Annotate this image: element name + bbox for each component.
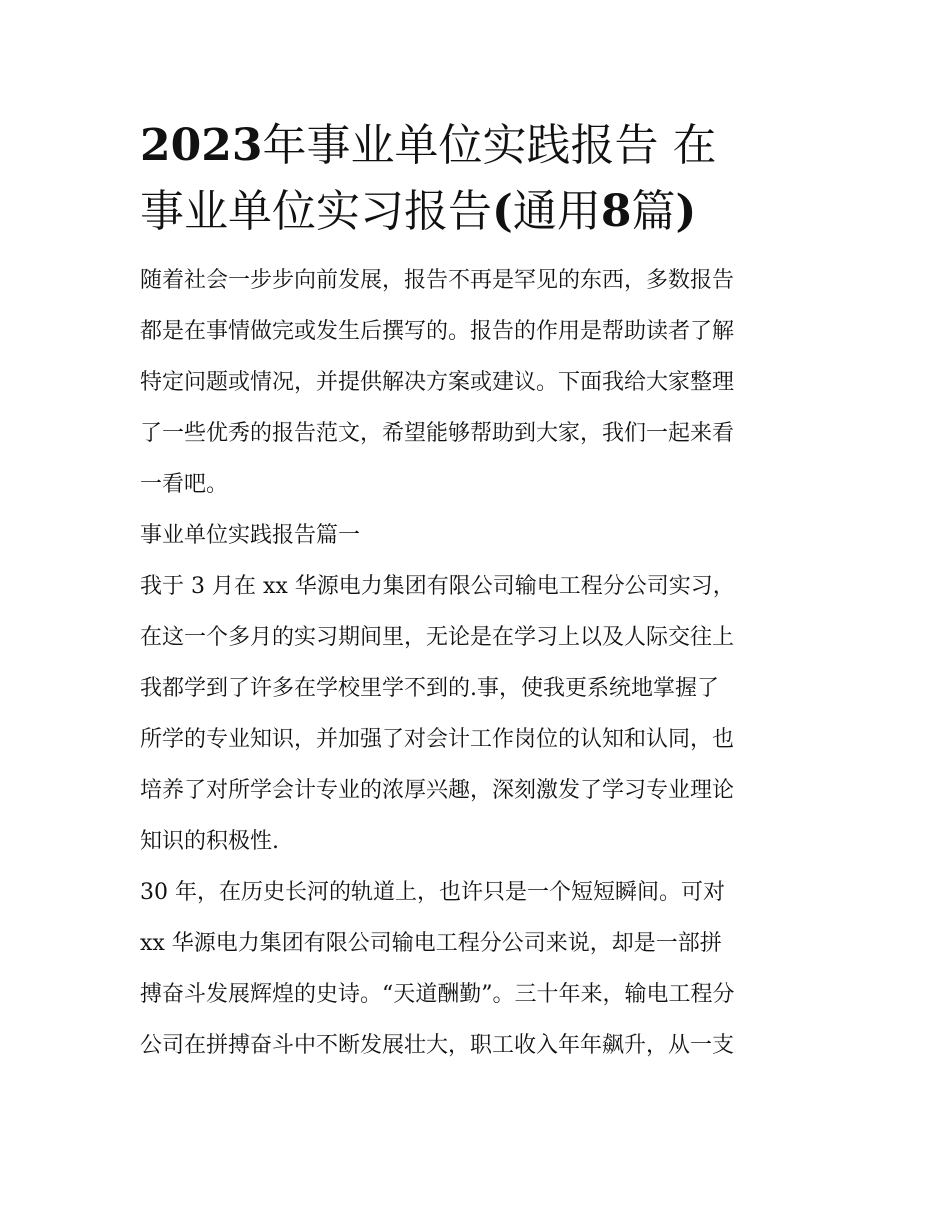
- intro-line: 都是在事情做完或发生后撰写的。报告的作用是帮助读者了解: [140, 319, 735, 344]
- title-line-1: [140, 113, 812, 179]
- paragraph-2-line: 30 年，在历史长河的轨道上，也许只是一个短短瞬间。可对: [140, 880, 725, 905]
- paragraph-2-line: 搏奋斗发展辉煌的史诗。“天道酬勤”。三十年来，输电工程分: [140, 982, 735, 1007]
- section-heading-text: 事业单位实践报告篇一: [140, 523, 361, 548]
- intro-line: 随着社会一步步向前发展，报告不再是罕见的东西，多数报告: [140, 268, 735, 293]
- intro-line: 一看吧。: [140, 472, 229, 497]
- title-line-2: [140, 179, 812, 245]
- paragraph-1-line: 我都学到了许多在学校里学不到的.事，使我更系统地掌握了: [140, 676, 719, 701]
- paragraph-2: [140, 867, 812, 1071]
- title-line-2-text-b: 通用: [512, 186, 601, 237]
- document-text: [140, 255, 812, 1071]
- title-line-2-text-a: 事业单位实习报告: [140, 186, 492, 237]
- intro-line: 特定问题或情况，并提供解决方案或建议。下面我给大家整理: [140, 370, 735, 395]
- paragraph-1: [140, 561, 812, 867]
- title-year: 2023: [140, 120, 263, 171]
- paragraph-1-line: 所学的专业知识，并加强了对会计工作岗位的认知和认同，也: [140, 727, 735, 752]
- title-line-1-text: 年事业单位实践报告 在: [262, 120, 717, 171]
- title-close-paren: ): [675, 186, 697, 237]
- document-body: [140, 113, 812, 1071]
- paragraph-2-line: 公司在拼搏奋斗中不断发展壮大，职工收入年年飙升，从一支: [140, 1033, 735, 1058]
- paragraph-1-line: 知识的积极性.: [140, 829, 279, 854]
- title-count: 8: [600, 186, 632, 237]
- intro-paragraph: [140, 255, 812, 510]
- section-heading: [140, 510, 812, 561]
- paragraph-1-line: 我于 3 月在 xx 华源电力集团有限公司输电工程分公司实习，: [140, 574, 735, 599]
- paragraph-1-line: 培养了对所学会计专业的浓厚兴趣，深刻激发了学习专业理论: [140, 778, 735, 803]
- intro-line: 了一些优秀的报告范文，希望能够帮助到大家，我们一起来看: [140, 421, 735, 446]
- paragraph-1-line: 在这一个多月的实习期间里，无论是在学习上以及人际交往上: [140, 625, 735, 650]
- paragraph-2-line: xx 华源电力集团有限公司输电工程分公司来说，却是一部拼: [140, 931, 722, 956]
- document-title: [140, 113, 812, 245]
- title-line-2-text-c: 篇: [631, 186, 676, 237]
- title-open-paren: (: [492, 186, 513, 237]
